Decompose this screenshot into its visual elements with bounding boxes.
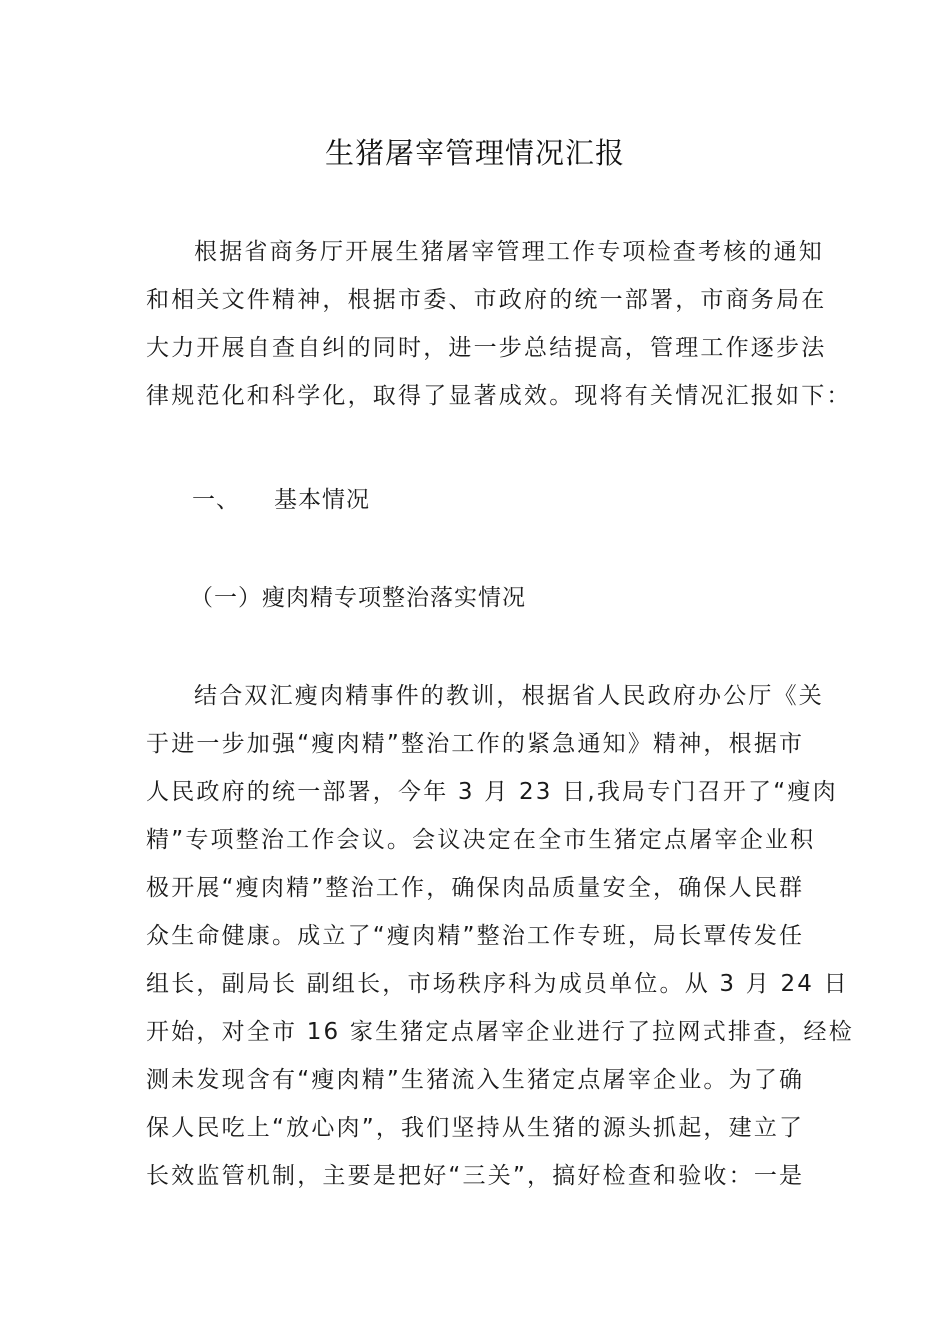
body-line: 人民政府的统一部署，今年 3 月 23 日,我局专门召开了“瘦肉 [146, 779, 838, 805]
intro-line: 根据省商务厅开展生猪屠宰管理工作专项检查考核的通知 [194, 239, 824, 265]
section-title: 基本情况 [274, 487, 370, 513]
body-line: 结合双汇瘦肉精事件的教训，根据省人民政府办公厅《关 [194, 683, 824, 709]
body-paragraph [146, 672, 854, 1200]
subsection-heading: （一）瘦肉精专项整治落实情况 [190, 585, 526, 611]
body-line: 测未发现含有“瘦肉精”生猪流入生猪定点屠宰企业。为了确 [146, 1067, 805, 1093]
body-line: 开始，对全市 16 家生猪定点屠宰企业进行了拉网式排查，经检 [146, 1019, 854, 1045]
body-line: 精”专项整治工作会议。会议决定在全市生猪定点屠宰企业积 [146, 827, 816, 853]
body-line: 组长，副局长 副组长，市场秩序科为成员单位。从 3 月 24 日 [146, 971, 849, 997]
section-heading [192, 478, 370, 522]
section-number: 一、 [192, 487, 240, 513]
intro-line: 大力开展自查自纠的同时，进一步总结提高，管理工作逐步法 [146, 335, 827, 361]
document-title: 生猪屠宰管理情况汇报 [324, 136, 625, 170]
intro-paragraph [146, 228, 852, 420]
intro-line: 律规范化和科学化，取得了显著成效。现将有关情况汇报如下： [146, 383, 852, 409]
body-line: 于进一步加强“瘦肉精”整治工作的紧急通知》精神，根据市 [146, 731, 805, 757]
body-line: 极开展“瘦肉精”整治工作，确保肉品质量安全，确保人民群 [146, 875, 805, 901]
intro-line: 和相关文件精神，根据市委、市政府的统一部署，市商务局在 [146, 287, 827, 313]
body-line: 保人民吃上“放心肉”，我们坚持从生猪的源头抓起，建立了 [146, 1115, 805, 1141]
body-line: 长效监管机制，主要是把好“三关”，搞好检查和验收：一是 [146, 1163, 805, 1189]
body-line: 众生命健康。成立了“瘦肉精”整治工作专班，局长覃传发任 [146, 923, 805, 949]
